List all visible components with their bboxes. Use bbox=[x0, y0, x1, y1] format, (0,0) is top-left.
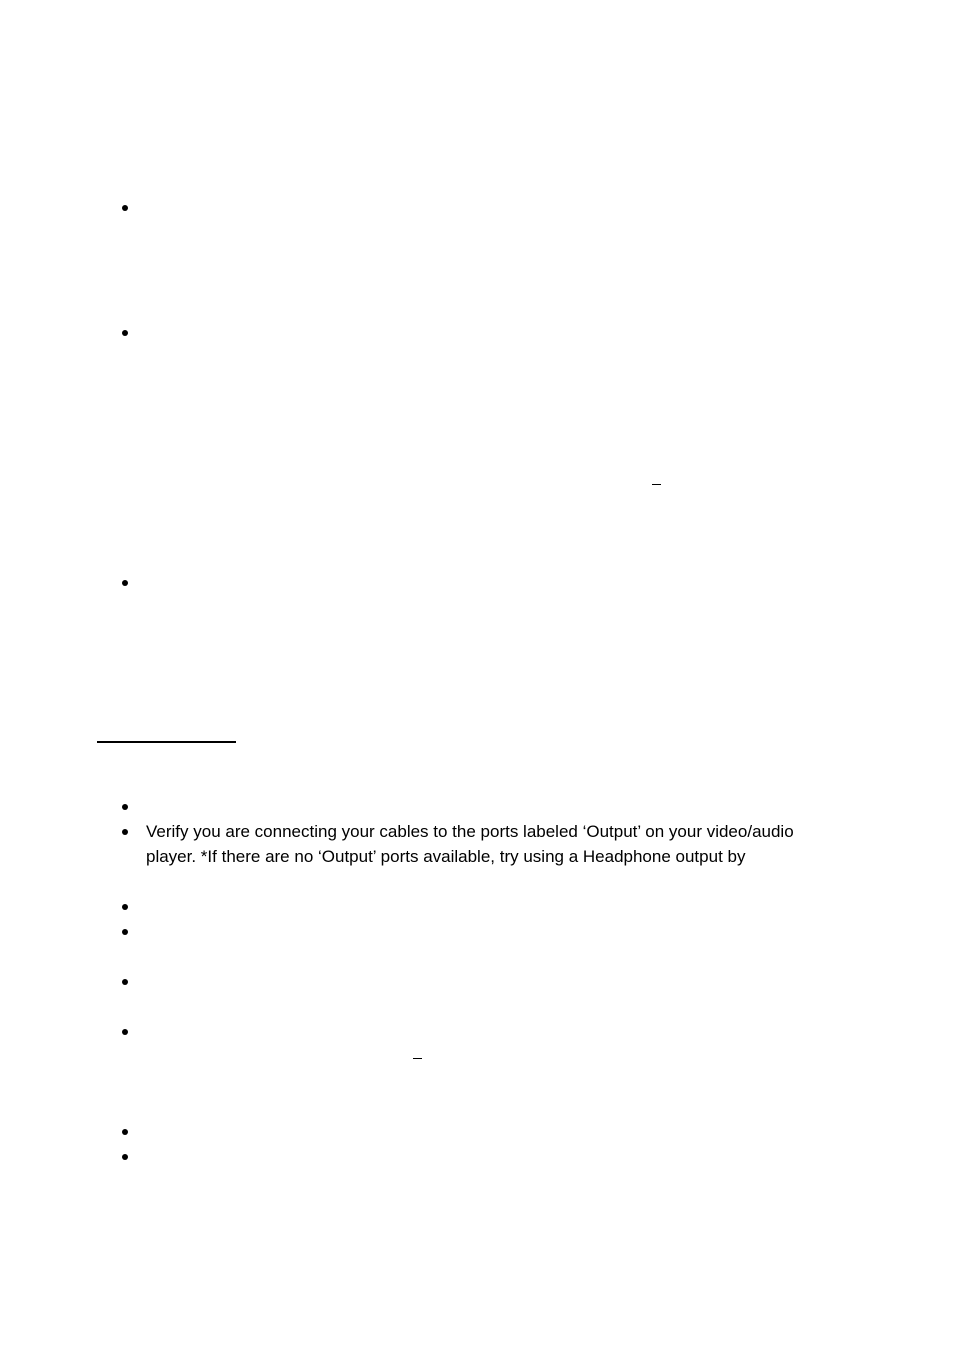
list-bullet bbox=[122, 804, 128, 810]
list-item-text-line: player. *If there are no ‘Output’ ports available, try using a Headphone output by bbox=[146, 847, 746, 866]
dash-mark bbox=[652, 484, 661, 485]
dash-mark bbox=[413, 1058, 422, 1059]
list-bullet bbox=[122, 330, 128, 336]
list-bullet bbox=[122, 979, 128, 985]
list-bullet bbox=[122, 1154, 128, 1160]
list-bullet bbox=[122, 904, 128, 910]
list-bullet bbox=[122, 1129, 128, 1135]
section-heading-underline bbox=[97, 741, 236, 743]
list-bullet bbox=[122, 929, 128, 935]
list-bullet bbox=[122, 580, 128, 586]
list-bullet bbox=[122, 1029, 128, 1035]
list-item-text-line: Verify you are connecting your cables to the ports labeled ‘Output’ on your video/audio bbox=[146, 822, 794, 841]
list-bullet bbox=[122, 205, 128, 211]
list-bullet bbox=[122, 829, 128, 835]
